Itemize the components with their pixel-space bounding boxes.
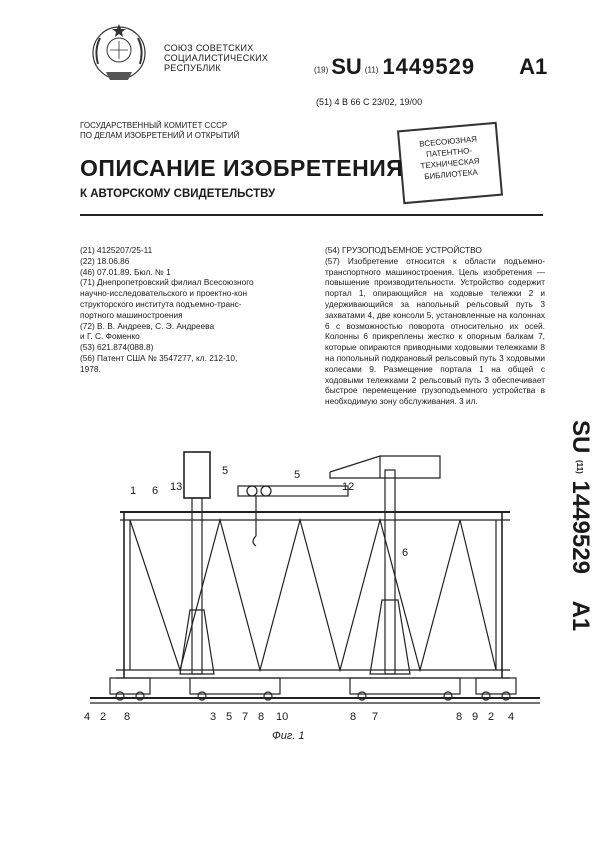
org-line: СОЦИАЛИСТИЧЕСКИХ bbox=[164, 53, 269, 63]
biblio-line: структорского института подъемно-транс- bbox=[80, 298, 242, 309]
abstract-heading: (54) ГРУЗОПОДЪЕМНОЕ УСТРОЙСТВО bbox=[325, 245, 482, 255]
side-patent-number bbox=[548, 420, 598, 720]
code-19: (19) bbox=[314, 65, 329, 75]
figure-caption: Фиг. 1 bbox=[272, 730, 305, 742]
patent-number-block bbox=[314, 54, 547, 80]
committee-line: ПО ДЕЛАМ ИЗОБРЕТЕНИЙ И ОТКРЫТИЙ bbox=[80, 131, 240, 140]
biblio-line: научно-исследовательского и проектно-кон bbox=[80, 288, 248, 299]
header-divider bbox=[80, 214, 543, 216]
label-bottom: 8 bbox=[456, 711, 463, 723]
ussr-emblem-icon bbox=[88, 20, 150, 88]
document-subtitle: К АВТОРСКОМУ СВИДЕТЕЛЬСТВУ bbox=[80, 188, 276, 200]
stamp-line: ВСЕСОЮЗНАЯ bbox=[418, 134, 478, 149]
biblio-line: (72) В. В. Андреев, С. Э. Андреева bbox=[80, 320, 215, 331]
bibliographic-data bbox=[80, 245, 320, 375]
organization bbox=[164, 43, 268, 73]
label-6: 6 bbox=[152, 485, 159, 497]
label-bottom: 10 bbox=[276, 711, 289, 723]
label-5b: 5 bbox=[294, 469, 301, 481]
library-stamp bbox=[397, 122, 503, 204]
biblio-line: (22) 18.06.86 bbox=[80, 255, 130, 266]
biblio-line: (21) 4125207/25-11 bbox=[80, 245, 153, 255]
label-bottom: 7 bbox=[242, 711, 249, 723]
org-line: СОЮЗ СОВЕТСКИХ bbox=[164, 43, 254, 53]
biblio-line: и Г. С. Фоменко bbox=[80, 331, 140, 342]
abstract-text: (57) Изобретение относится к области подъемно-транспортного машиностроения. Цель изобретения — повышение производительности. Устройство содержит портал 1, опирающийся на ходовые тележки 2 и удерживающийся за напольный рельсовый путь 3 захватами 4, две консоли 5, установленные на колоннах 6 с возможностью поворота относительно их осей. Колонны 6 прикреплены жестко к опорным балкам 7, которые опираются приводными ходовыми тележками 8 на попольный подкрановый рельсовый путь 3 ходовыми колесами 9. Размещение портала 1 на общей с ходовыми тележками 2 рельсовый путь 3 обеспечивает быстрое перемещение грузоподъемного устройства в необходимую зону обслуживания. 3 ил. bbox=[325, 255, 545, 407]
label-bottom: 8 bbox=[124, 711, 131, 723]
side-code-11: (11) bbox=[574, 460, 584, 474]
side-kind: А1 bbox=[567, 600, 594, 632]
code-11: (11) bbox=[364, 65, 379, 75]
label-bottom: 3 bbox=[210, 711, 217, 723]
label-12: 12 bbox=[342, 481, 355, 493]
label-bottom: 9 bbox=[472, 711, 479, 723]
label-bottom: 8 bbox=[350, 711, 357, 723]
label-5: 5 bbox=[222, 465, 229, 477]
org-line: РЕСПУБЛИК bbox=[164, 63, 221, 73]
label-bottom: 2 bbox=[100, 711, 107, 723]
biblio-line: (56) Патент США № 3547277, кл. 212-10, bbox=[80, 352, 238, 363]
label-13: 13 bbox=[170, 481, 183, 493]
side-country: SU bbox=[567, 420, 594, 454]
label-bottom: 4 bbox=[508, 711, 515, 723]
biblio-line: (71) Днепропетровский филиал Всесоюзного bbox=[80, 277, 254, 288]
label-1: 1 bbox=[130, 485, 137, 497]
label-bottom: 5 bbox=[226, 711, 233, 723]
ipc-classification: (51) 4 В 66 С 23/02, 19/00 bbox=[316, 97, 423, 107]
label-bottom: 8 bbox=[258, 711, 265, 723]
patent-kind: А1 bbox=[519, 54, 548, 79]
committee-line: ГОСУДАРСТВЕННЫЙ КОМИТЕТ СССР bbox=[80, 121, 228, 130]
patent-number: 1449529 bbox=[382, 54, 476, 79]
country-code: SU bbox=[331, 54, 362, 79]
document-title: ОПИСАНИЕ ИЗОБРЕТЕНИЯ bbox=[80, 155, 404, 181]
drawing-labels bbox=[84, 465, 514, 723]
biblio-line: (53) 621.874(088.8) bbox=[80, 342, 154, 353]
side-number: 1449529 bbox=[567, 480, 594, 574]
label-bottom: 7 bbox=[372, 711, 379, 723]
biblio-line: (46) 07.01.89. Бюл. № 1 bbox=[80, 266, 171, 277]
technical-drawing bbox=[80, 450, 545, 750]
label-bottom: 4 bbox=[84, 711, 91, 723]
label-6-right: 6 bbox=[402, 547, 409, 559]
biblio-line: 1978. bbox=[80, 363, 101, 374]
label-bottom: 2 bbox=[488, 711, 495, 723]
biblio-line: портного машиностроения bbox=[80, 309, 183, 320]
committee bbox=[80, 121, 239, 141]
abstract bbox=[325, 245, 545, 407]
stamp-line: ПАТЕНТНО-ТЕХНИЧЕСКАЯ bbox=[420, 146, 480, 171]
stamp-line: БИБЛИОТЕКА bbox=[423, 167, 479, 182]
